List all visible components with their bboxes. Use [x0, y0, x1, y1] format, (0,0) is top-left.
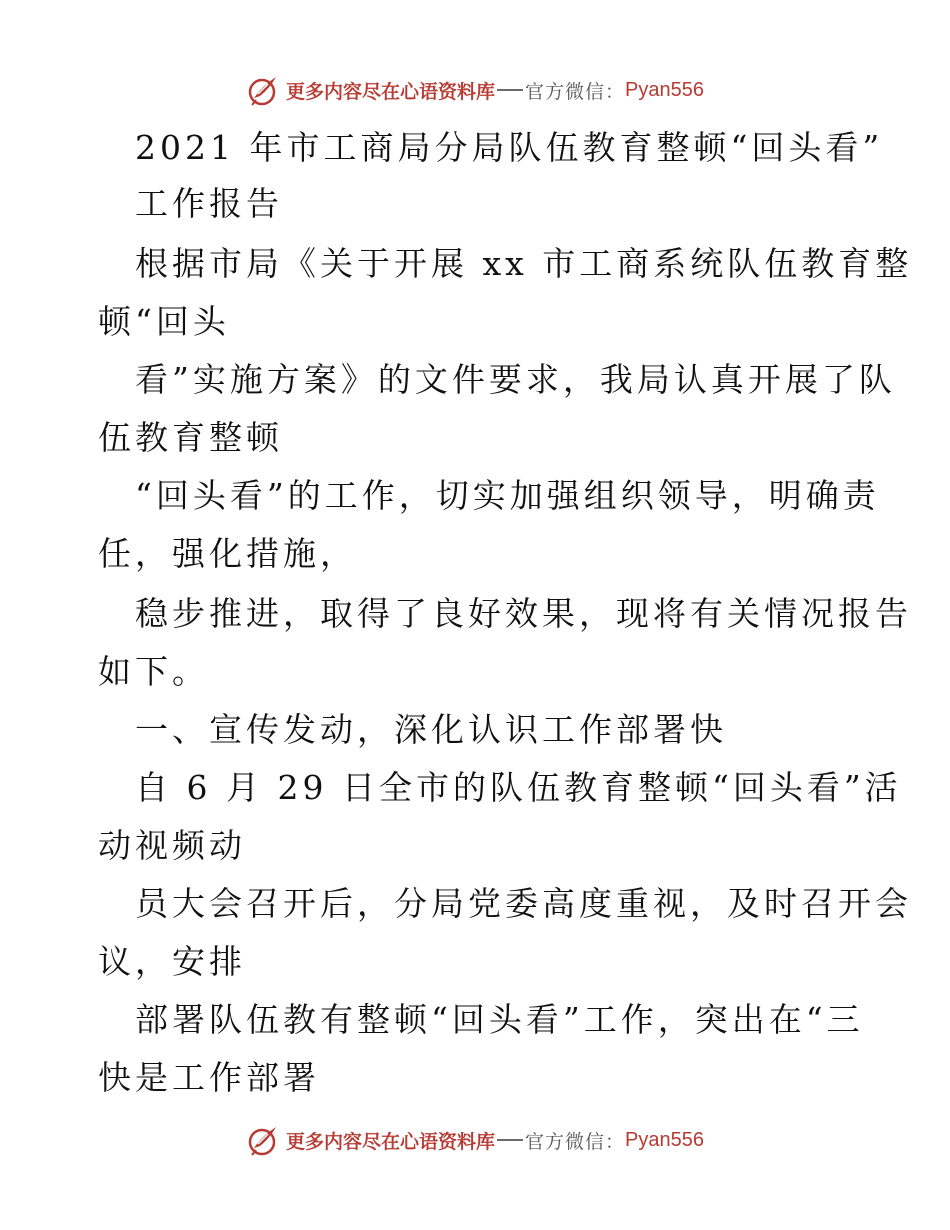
paragraph-line: 稳步推进，取得了良好效果，现将有关情况报告	[135, 594, 912, 633]
paragraph-line: 伍教育整顿	[98, 418, 283, 457]
banner-sub-text: 官方微信：	[525, 80, 626, 103]
banner-wechat-id: Pyan556	[625, 78, 704, 101]
paragraph-line: 顿“回头	[98, 302, 230, 341]
banner-sub-text: 官方微信：	[525, 1130, 626, 1153]
footer-banner	[0, 1120, 950, 1160]
banner-dash	[497, 1139, 523, 1141]
section-heading: 一、宣传发动，深化认识工作部署快	[135, 710, 727, 749]
paragraph-line: 根据市局《关于开展 xx 市工商系统队伍教育整	[135, 244, 913, 283]
paragraph-line: “回头看”的工作，切实加强组织领导，明确责	[135, 476, 880, 515]
paragraph-line: 看”实施方案》的文件要求，我局认真开展了队	[135, 360, 896, 399]
banner-dash	[497, 89, 523, 91]
paragraph-line: 自 6 月 29 日全市的队伍教育整顿“回头看”活	[135, 768, 902, 807]
paragraph-line: 员大会召开后，分局党委高度重视，及时召开会	[135, 884, 912, 923]
banner-main-text: 更多内容尽在心语资料库	[286, 1130, 496, 1153]
banner-wechat-id: Pyan556	[625, 1128, 704, 1151]
paragraph-line: 部署队伍教有整顿“回头看”工作，突出在“三	[135, 1000, 864, 1039]
quill-logo-icon	[246, 1122, 282, 1158]
report-title-line-1: 2021 年市工商局分局队伍教育整顿“回头看”	[135, 128, 884, 167]
paragraph-line: 如下。	[98, 652, 209, 691]
report-title-line-2: 工作报告	[135, 184, 283, 223]
paragraph-line: 快是工作部署	[98, 1058, 320, 1097]
banner-main-text: 更多内容尽在心语资料库	[286, 80, 496, 103]
quill-logo-icon	[246, 72, 282, 108]
paragraph-line: 任，强化措施，	[98, 534, 357, 573]
paragraph-line: 议，安排	[98, 942, 246, 981]
header-banner	[0, 70, 950, 110]
paragraph-line: 动视频动	[98, 826, 246, 865]
